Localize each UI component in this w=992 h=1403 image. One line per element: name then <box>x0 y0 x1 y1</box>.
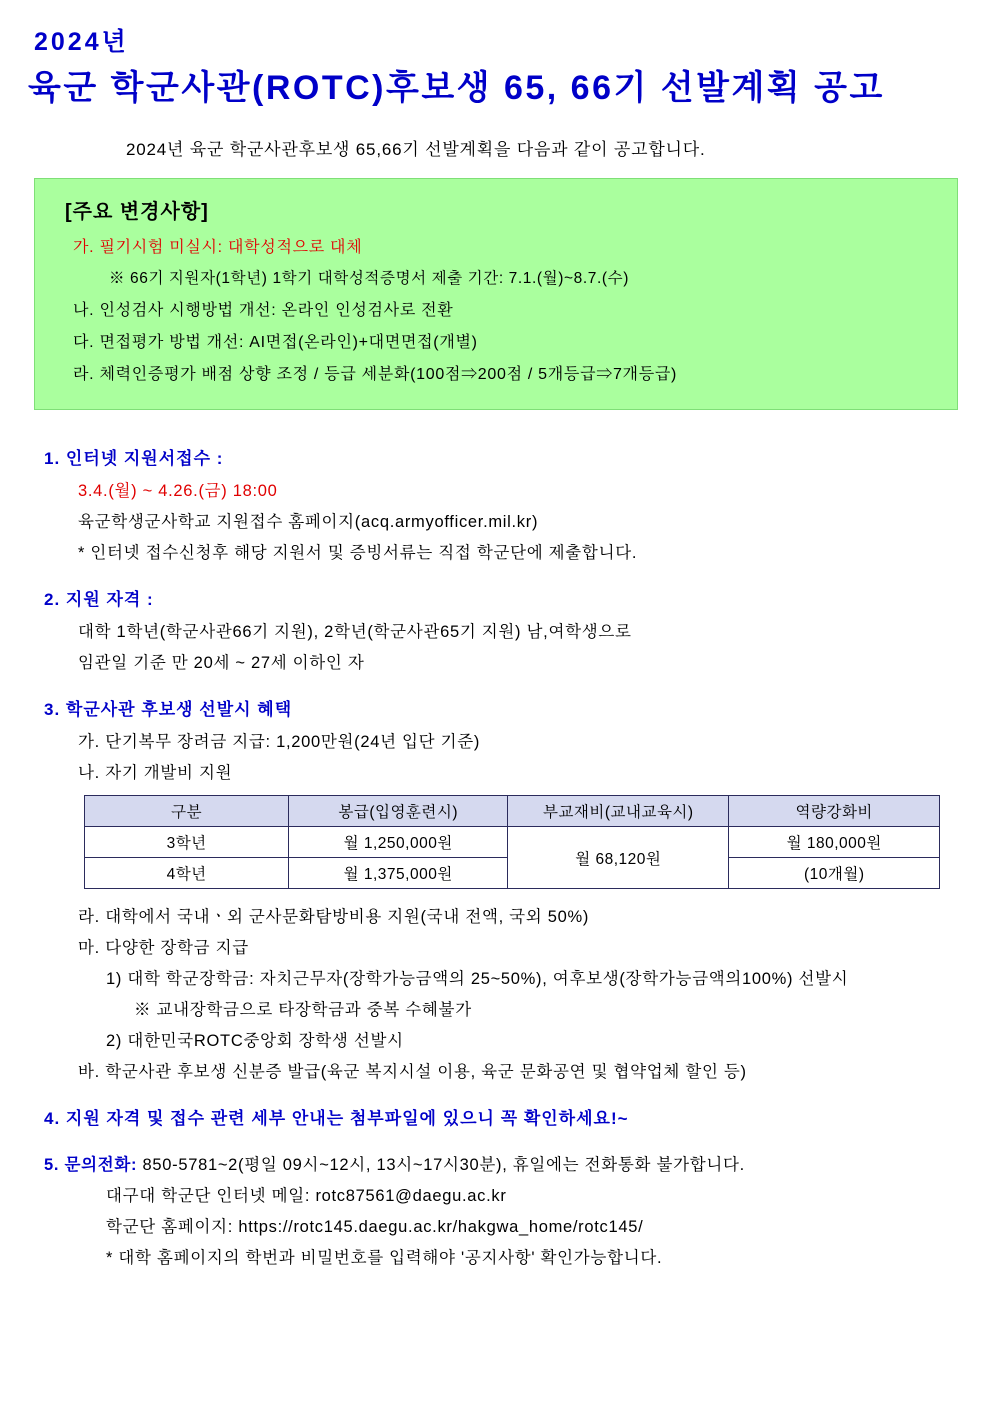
contact-email: 대구대 학군단 인터넷 메일: rotc87561@daegu.ac.kr <box>106 1187 507 1205</box>
section-contact <box>26 1151 966 1268</box>
table-cell-capability-duration: (10개월) <box>729 858 940 889</box>
table-row <box>85 827 940 858</box>
benefit-line: 마. 다양한 장학금 지급 <box>78 939 249 957</box>
benefit-line: 라. 대학에서 국내ㆍ외 군사문화탐방비용 지원(국내 전액, 국외 50%) <box>78 908 590 926</box>
page-title: 육군 학군사관(ROTC)후보생 65, 66기 선발계획 공고 <box>28 69 885 107</box>
table-header-cell: 구분 <box>85 796 289 827</box>
contact-label: 문의전화: <box>64 1156 138 1174</box>
benefit-line: 나. 자기 개발비 지원 <box>78 764 233 782</box>
table-cell-pay: 월 1,250,000원 <box>289 827 508 858</box>
contact-note: * 대학 홈페이지의 학번과 비밀번호를 입력해야 '공지사항' 확인가능합니다. <box>106 1249 663 1267</box>
section-heading: 4. 지원 자격 및 접수 관련 세부 안내는 첨부파일에 있으니 꼭 확인하세요!~ <box>44 1109 629 1128</box>
section-heading: 1. 인터넷 지원서접수 : <box>44 449 224 468</box>
major-changes-heading: [주요 변경사항] <box>65 201 209 223</box>
change-item: 나. 인성검사 시행방법 개선: 온라인 인성검사로 전환 <box>73 302 454 319</box>
benefit-subline: 2) 대한민국ROTC중앙회 장학생 선발시 <box>106 1032 404 1050</box>
eligibility-line: 대학 1학년(학군사관66기 지원), 2학년(학군사관65기 지원) 남,여학생으로 <box>78 623 632 641</box>
contact-homepage: 학군단 홈페이지: https://rotc145.daegu.ac.kr/hakgwa_home/rotc145/ <box>106 1218 644 1236</box>
table-cell-pay: 월 1,375,000원 <box>289 858 508 889</box>
application-note: * 인터넷 접수신청후 해당 지원서 및 증빙서류는 직접 학군단에 제출합니다. <box>78 544 638 562</box>
benefit-subline: 1) 대학 학군장학금: 자치근무자(장학가능금액의 25~50%), 여후보생(장학가능금액의100%) 선발시 <box>106 970 849 988</box>
application-dates: 3.4.(월) ~ 4.26.(금) 18:00 <box>78 482 278 500</box>
benefit-line: 가. 단기복무 장려금 지급: 1,200만원(24년 입단 기준) <box>78 733 481 751</box>
contact-number-prefix: 5. <box>44 1156 65 1174</box>
section-heading: 3. 학군사관 후보생 선발시 혜택 <box>44 700 293 719</box>
change-item-note: ※ 66기 지원자(1학년) 1학기 대학성적증명서 제출 기간: 7.1.(월)~8.7.(수) <box>109 270 629 287</box>
intro-text: 2024년 육군 학군사관후보생 65,66기 선발계획을 다음과 같이 공고합니다. <box>126 140 706 159</box>
section-attachment-notice <box>26 1104 966 1129</box>
eligibility-line: 임관일 기준 만 20세 ~ 27세 이하인 자 <box>78 654 365 672</box>
benefit-table <box>84 795 940 889</box>
section-eligibility <box>26 585 966 673</box>
title-year: 2024년 <box>34 28 129 56</box>
table-cell-grade: 3학년 <box>85 827 289 858</box>
table-header-cell: 역량강화비 <box>729 796 940 827</box>
benefit-note: ※ 교내장학금으로 타장학금과 중복 수혜불가 <box>134 1001 472 1019</box>
table-header-cell: 봉급(입영훈련시) <box>289 796 508 827</box>
table-cell-capability-fee: 월 180,000원 <box>729 827 940 858</box>
major-changes-box <box>34 178 958 410</box>
change-item: 라. 체력인증평가 배점 상향 조정 / 등급 세분화(100점⇒200점 / 5개등급⇒7개등급) <box>73 366 678 383</box>
table-cell-grade: 4학년 <box>85 858 289 889</box>
section-benefits <box>26 695 966 1082</box>
benefit-line: 바. 학군사관 후보생 신분증 발급(육군 복지시설 이용, 육군 문화공연 및 협약업체 할인 등) <box>78 1063 747 1081</box>
change-item: 가. 필기시험 미실시: 대학성적으로 대체 <box>73 239 363 256</box>
table-cell-textbook-fee: 월 68,120원 <box>508 827 729 889</box>
contact-phone-line <box>44 1151 966 1175</box>
application-website: 육군학생군사학교 지원접수 홈페이지(acq.armyofficer.mil.kr) <box>78 513 539 531</box>
table-header-cell: 부교재비(교내교육시) <box>508 796 729 827</box>
section-application-period <box>26 444 966 563</box>
table-header-row <box>85 796 940 827</box>
section-heading: 2. 지원 자격 : <box>44 590 154 609</box>
contact-phone-value: 850-5781~2(평일 09시~12시, 13시~17시30분), 휴일에는 전화통화 불가합니다. <box>137 1156 745 1174</box>
change-item: 다. 면접평가 방법 개선: AI면접(온라인)+대면면접(개별) <box>73 334 478 351</box>
